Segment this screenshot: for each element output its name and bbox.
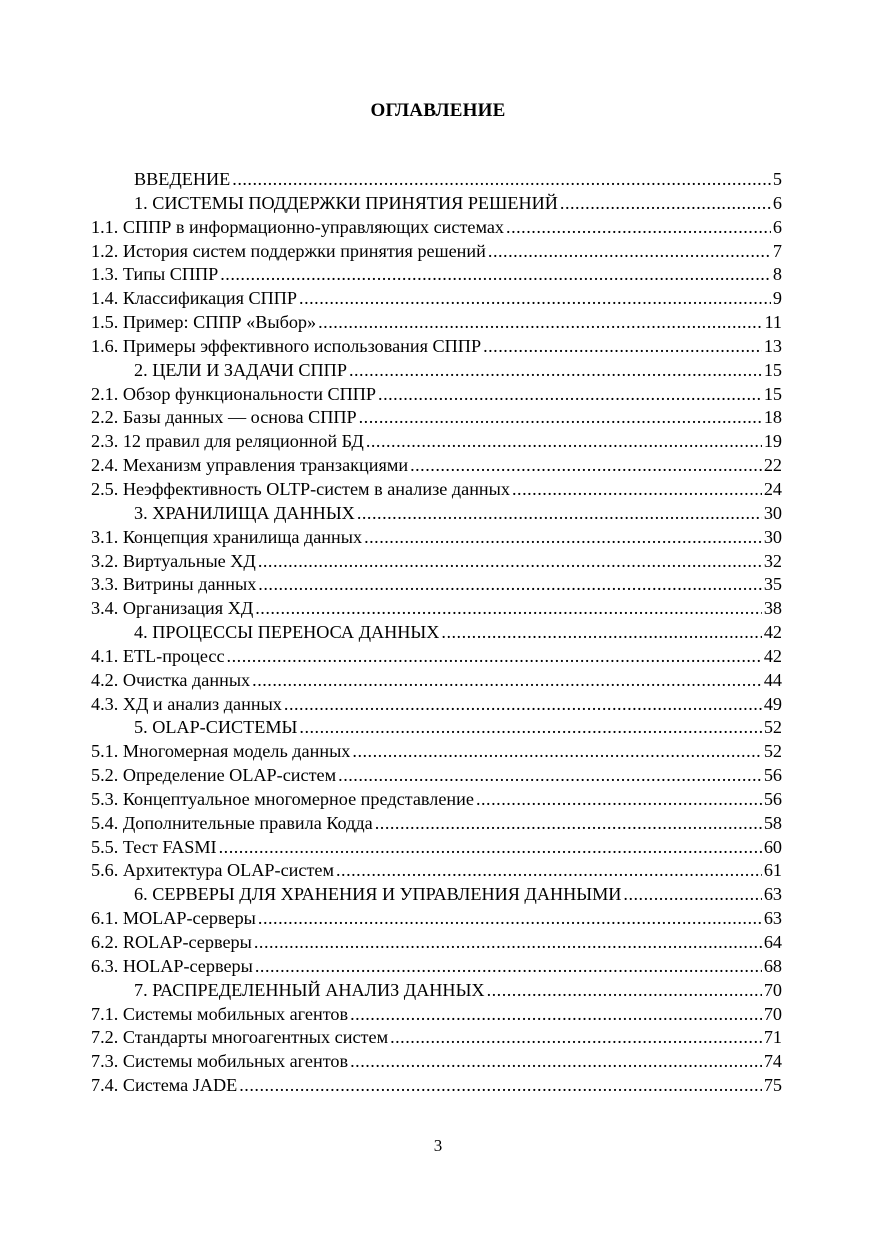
toc-dot-leader — [338, 764, 762, 788]
toc-entry-title: 2.2. Базы данных — основа СППР — [91, 407, 357, 428]
toc-section-entry — [91, 287, 782, 311]
toc-dot-leader — [350, 1050, 762, 1074]
toc-dot-leader — [359, 406, 762, 430]
toc-entry-page: 63 — [763, 908, 782, 929]
toc-dot-leader — [352, 740, 761, 764]
toc-chapter-entry — [91, 168, 782, 192]
toc-entry-title: 1.4. Классификация СППР — [91, 288, 298, 309]
toc-dot-leader — [239, 1074, 762, 1098]
toc-entry-page: 6 — [772, 216, 782, 237]
toc-entry-page: 70 — [763, 1003, 782, 1024]
toc-entry-title: 3.3. Витрины данных — [91, 574, 257, 595]
toc-entry-page: 52 — [763, 717, 782, 738]
toc-chapter-entry — [91, 716, 782, 740]
toc-entry-title: 6.1. MOLAP-серверы — [91, 908, 256, 929]
toc-dot-leader — [441, 621, 761, 645]
toc-entry-page: 18 — [763, 407, 782, 428]
toc-entry-page: 19 — [763, 431, 782, 452]
toc-entry-title: 1.6. Примеры эффективного использования СППР — [91, 335, 482, 356]
toc-entry-page: 6 — [772, 192, 782, 213]
toc-section-entry — [91, 693, 782, 717]
toc-entry-page: 49 — [763, 693, 782, 714]
toc-section-entry — [91, 240, 782, 264]
toc-dot-leader — [357, 502, 762, 526]
toc-entry-title: 2.4. Механизм управления транзакциями — [91, 455, 409, 476]
toc-entry-title: 1.5. Пример: СППР «Выбор» — [91, 312, 317, 333]
toc-entry-page: 11 — [764, 312, 782, 333]
toc-section-entry — [91, 454, 782, 478]
toc-dot-leader — [299, 287, 771, 311]
toc-dot-leader — [232, 168, 771, 192]
toc-entry-title: 1.2. История систем поддержки принятия решений — [91, 240, 486, 261]
toc-entry-title: 4.1. ETL-процесс — [91, 645, 225, 666]
toc-section-entry — [91, 383, 782, 407]
page-number: 3 — [433, 1136, 443, 1155]
toc-entry-page: 61 — [763, 860, 782, 881]
toc-entry-page: 56 — [763, 788, 782, 809]
toc-entry-title: 5. OLAP-СИСТЕМЫ — [134, 717, 298, 738]
toc-chapter-entry — [91, 979, 782, 1003]
toc-entry-title: 5.5. Тест FASMI — [91, 836, 217, 857]
toc-entry-page: 32 — [763, 550, 782, 571]
toc-section-entry — [91, 478, 782, 502]
page-title: ОГЛАВЛЕНИЕ — [370, 100, 506, 121]
toc-entry-page: 13 — [763, 335, 782, 356]
toc-entry-title: 6. СЕРВЕРЫ ДЛЯ ХРАНЕНИЯ И УПРАВЛЕНИЯ ДАННЫМИ — [134, 884, 622, 905]
toc-entry-page: 44 — [763, 669, 782, 690]
toc-section-entry — [91, 335, 782, 359]
toc-entry-title: 6.3. HOLAP-серверы — [91, 955, 253, 976]
toc-entry-page: 64 — [763, 932, 782, 952]
toc-section-entry — [91, 1003, 782, 1027]
toc-entry-title: 3. ХРАНИЛИЩА ДАННЫХ — [134, 502, 355, 523]
toc-section-entry — [91, 907, 782, 931]
toc-entry-page: 15 — [763, 359, 782, 380]
toc-entry-title: 2. ЦЕЛИ И ЗАДАЧИ СППР — [134, 359, 347, 380]
toc-chapter-entry — [91, 192, 782, 216]
toc-dot-leader — [623, 883, 761, 907]
toc-entry-page: 7 — [772, 240, 782, 261]
toc-entry-page: 70 — [763, 979, 782, 1000]
toc-chapter-entry — [91, 621, 782, 645]
toc-section-entry — [91, 216, 782, 240]
toc-entry-title: 5.1. Многомерная модель данных — [91, 741, 351, 762]
toc-section-entry — [91, 311, 782, 335]
toc-entry-title: 1. СИСТЕМЫ ПОДДЕРЖКИ ПРИНЯТИЯ РЕШЕНИЙ — [134, 192, 558, 213]
toc-entry-page: 68 — [763, 955, 782, 976]
toc-entry-title: 5.3. Концептуальное многомерное представление — [91, 788, 474, 809]
toc-entry-page: 38 — [763, 598, 782, 619]
toc-entry-title: 7. РАСПРЕДЕЛЕННЫЙ АНАЛИЗ ДАННЫХ — [134, 979, 485, 1000]
toc-section-entry — [91, 430, 782, 454]
toc-entry-page: 52 — [763, 741, 782, 762]
toc-dot-leader — [318, 311, 762, 335]
toc-dot-leader — [366, 430, 762, 454]
toc-section-entry — [91, 573, 782, 597]
toc-entry-page: 58 — [763, 812, 782, 833]
toc-dot-leader — [410, 454, 762, 478]
toc-entry-page: 30 — [763, 526, 782, 547]
toc-entry-page: 8 — [772, 264, 782, 285]
toc-entry-title: 5.6. Архитектура OLAP-систем — [91, 860, 334, 881]
toc-entry-title: 7.1. Системы мобильных агентов — [91, 1003, 349, 1024]
toc-dot-leader — [390, 1026, 762, 1050]
toc-entry-page: 15 — [763, 383, 782, 404]
toc-entry-title: 1.1. СППР в информационно-управляющих системах — [91, 216, 505, 237]
toc-dot-leader — [350, 1003, 762, 1027]
toc-entry-page: 71 — [763, 1027, 782, 1048]
toc-dot-leader — [375, 812, 762, 836]
toc-entry-title: 5.4. Дополнительные правила Кодда — [91, 812, 373, 833]
toc-section-entry — [91, 788, 782, 812]
toc-dot-leader — [258, 573, 762, 597]
toc-section-entry — [91, 1050, 782, 1074]
toc-section-entry — [91, 1026, 782, 1050]
toc-dot-leader — [506, 216, 771, 240]
toc-section-entry — [91, 550, 782, 574]
toc-section-entry — [91, 931, 782, 955]
toc-section-entry — [91, 812, 782, 836]
toc-dot-leader — [378, 383, 762, 407]
toc-chapter-entry — [91, 502, 782, 526]
toc-entry-page: 56 — [763, 765, 782, 786]
toc-entry-page: 30 — [763, 502, 782, 523]
toc-section-entry — [91, 526, 782, 550]
toc-dot-leader — [512, 478, 762, 502]
toc-entry-title: 4. ПРОЦЕССЫ ПЕРЕНОСА ДАННЫХ — [134, 622, 440, 643]
toc-entry-page: 9 — [772, 288, 782, 309]
toc-entry-page: 24 — [763, 478, 782, 499]
toc-entry-title: 1.3. Типы СППР — [91, 264, 219, 285]
toc-dot-leader — [364, 526, 762, 550]
toc-section-entry — [91, 406, 782, 430]
toc-section-entry — [91, 859, 782, 883]
toc-dot-leader — [255, 597, 762, 621]
toc-chapter-entry — [91, 359, 782, 383]
toc-entry-title: 3.1. Концепция хранилища данных — [91, 526, 363, 547]
toc-section-entry — [91, 263, 782, 287]
toc-section-entry — [91, 645, 782, 669]
toc-entry-title: 7.3. Системы мобильных агентов — [91, 1051, 349, 1072]
toc-entry-page: 35 — [763, 574, 782, 595]
toc-entry-title: 3.4. Организация ХД — [91, 598, 254, 619]
toc-entry-page: 60 — [763, 836, 782, 857]
toc-entry-page: 63 — [763, 884, 782, 905]
toc-entry-title: 4.3. ХД и анализ данных — [91, 693, 282, 714]
toc-entry-page: 74 — [763, 1051, 782, 1072]
toc-section-entry — [91, 1074, 782, 1098]
toc-entry-title: 6.2. ROLAP-серверы — [91, 932, 252, 952]
table-of-contents — [91, 168, 782, 1098]
toc-dot-leader — [227, 645, 762, 669]
toc-dot-leader — [488, 240, 771, 264]
toc-dot-leader — [258, 550, 762, 574]
toc-entry-title: 5.2. Определение OLAP-систем — [91, 765, 337, 786]
toc-entry-title: 2.5. Неэффективность OLTP-систем в анализе данных — [91, 478, 510, 499]
toc-dot-leader — [254, 931, 762, 955]
toc-chapter-entry — [91, 883, 782, 907]
toc-section-entry — [91, 597, 782, 621]
toc-entry-title: 3.2. Виртуальные ХД — [91, 550, 256, 571]
toc-dot-leader — [483, 335, 762, 359]
toc-entry-title: 2.3. 12 правил для реляционной БД — [91, 431, 364, 452]
toc-dot-leader — [476, 788, 762, 812]
toc-entry-page: 42 — [763, 622, 782, 643]
toc-dot-leader — [299, 716, 761, 740]
toc-dot-leader — [284, 693, 762, 717]
toc-dot-leader — [560, 192, 771, 216]
toc-entry-title: 7.4. Система JADE — [91, 1075, 238, 1096]
toc-dot-leader — [258, 907, 762, 931]
toc-dot-leader — [487, 979, 762, 1003]
toc-entry-page: 22 — [763, 455, 782, 476]
toc-entry-page: 75 — [763, 1075, 782, 1096]
toc-dot-leader — [220, 263, 771, 287]
toc-section-entry — [91, 740, 782, 764]
toc-dot-leader — [349, 359, 762, 383]
toc-section-entry — [91, 955, 782, 979]
toc-entry-page: 42 — [763, 645, 782, 666]
toc-dot-leader — [255, 955, 762, 979]
toc-entry-page: 5 — [772, 169, 782, 189]
toc-dot-leader — [252, 669, 762, 693]
toc-entry-title: 2.1. Обзор функциональности СППР — [91, 383, 377, 404]
toc-entry-title: 7.2. Стандарты многоагентных систем — [91, 1027, 389, 1048]
toc-entry-title: 4.2. Очистка данных — [91, 669, 251, 690]
toc-section-entry — [91, 836, 782, 860]
toc-section-entry — [91, 669, 782, 693]
toc-entry-title: ВВЕДЕНИЕ — [134, 169, 231, 189]
toc-dot-leader — [219, 836, 762, 860]
toc-dot-leader — [336, 859, 762, 883]
toc-section-entry — [91, 764, 782, 788]
